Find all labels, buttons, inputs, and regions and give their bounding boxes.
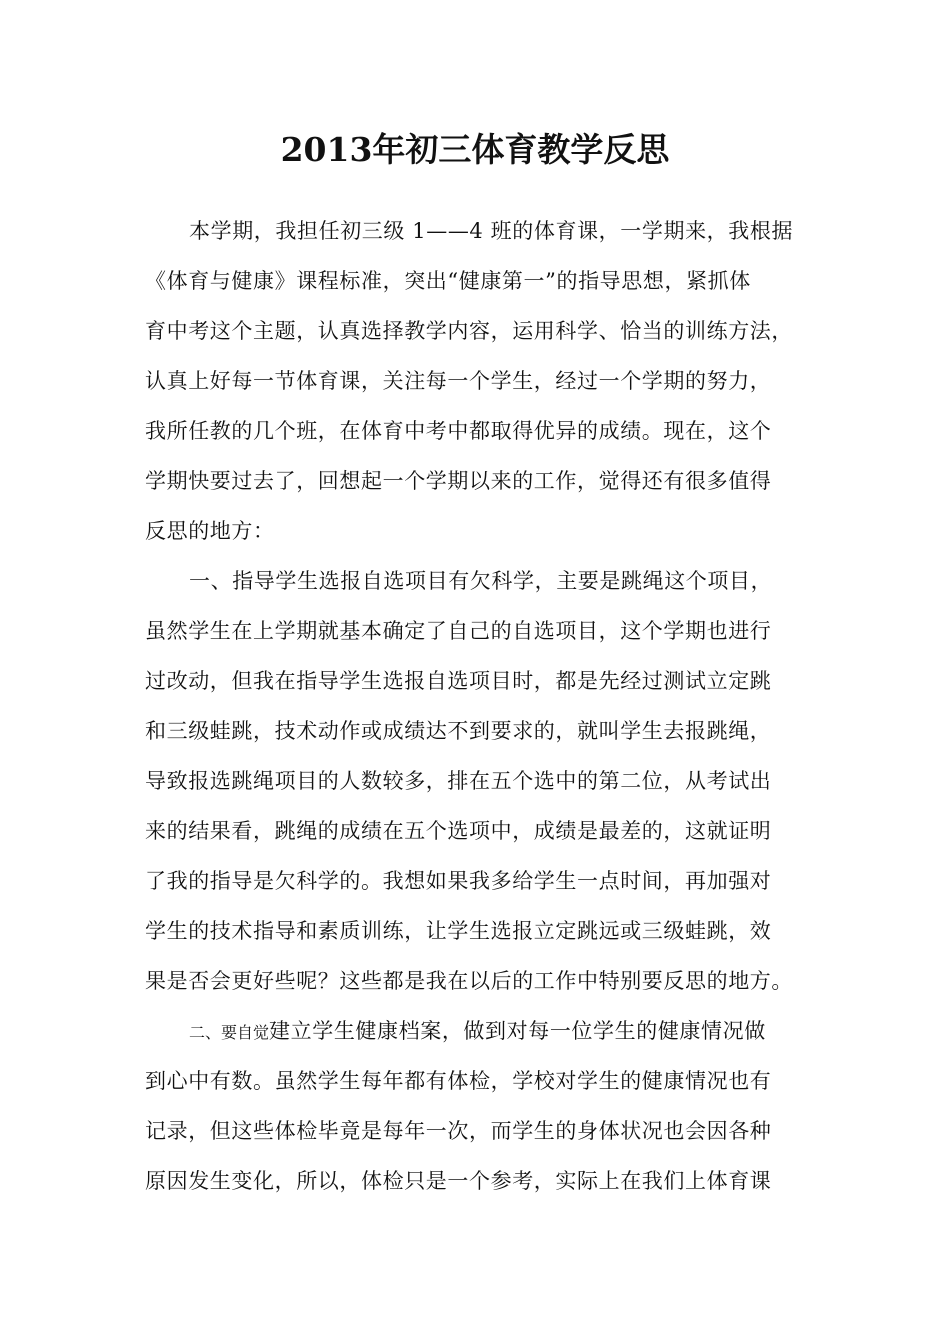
paragraph-line: 学期快要过去了，回想起一个学期以来的工作，觉得还有很多值得 [145, 469, 772, 493]
paragraph-line: 认真上好每一节体育课，关注每一个学生，经过一个学期的努力， [145, 369, 772, 393]
paragraph-line: 虽然学生在上学期就基本确定了自己的自选项目，这个学期也进行 [145, 619, 772, 643]
paragraph-line: 我所任教的几个班，在体育中考中都取得优异的成绩。现在，这个 [145, 419, 772, 443]
paragraph-prefix: 二、要自觉 [189, 1023, 270, 1042]
paragraph-line: 到心中有数。虽然学生每年都有体检，学校对学生的健康情况也有 [145, 1069, 772, 1093]
paragraph-line: 了我的指导是欠科学的。我想如果我多给学生一点时间，再加强对 [145, 869, 772, 893]
paragraph-line: 《体育与健康》课程标准，突出“健康第一”的指导思想，紧抓体 [145, 269, 751, 293]
paragraph-line: 学生的技术指导和素质训练，让学生选报立定跳远或三级蛙跳，效 [145, 919, 772, 943]
paragraph-line: 原因发生变化，所以，体检只是一个参考，实际上在我们上体育课 [145, 1169, 772, 1193]
paragraph-line: 来的结果看，跳绳的成绩在五个选项中，成绩是最差的，这就证明 [145, 819, 772, 843]
document-body [145, 206, 813, 1206]
paragraph-line: 记录，但这些体检毕竟是每年一次，而学生的身体状况也会因各种 [145, 1119, 772, 1143]
paragraph-line [145, 1006, 813, 1056]
paragraph-line: 导致报选跳绳项目的人数较多，排在五个选中的第二位，从考试出 [145, 769, 772, 793]
paragraph-line-text: 建立学生健康档案，做到对每一位学生的健康情况做 [269, 1019, 766, 1043]
paragraph-line: 和三级蛙跳，技术动作或成绩达不到要求的，就叫学生去报跳绳， [145, 719, 772, 743]
paragraph-line: 本学期，我担任初三级 1——4 班的体育课，一学期来，我根据 [189, 219, 794, 243]
paragraph-line: 一、指导学生选报自选项目有欠科学，主要是跳绳这个项目， [189, 569, 773, 593]
paragraph-line: 果是否会更好些呢？这些都是我在以后的工作中特别要反思的地方。 [145, 969, 793, 993]
document-title: 2013年初三体育教学反思 [280, 130, 670, 169]
paragraph-line: 过改动，但我在指导学生选报自选项目时，都是先经过测试立定跳 [145, 669, 772, 693]
paragraph-line: 反思的地方： [145, 519, 275, 543]
paragraph-line: 育中考这个主题，认真选择教学内容，运用科学、恰当的训练方法， [145, 319, 793, 343]
